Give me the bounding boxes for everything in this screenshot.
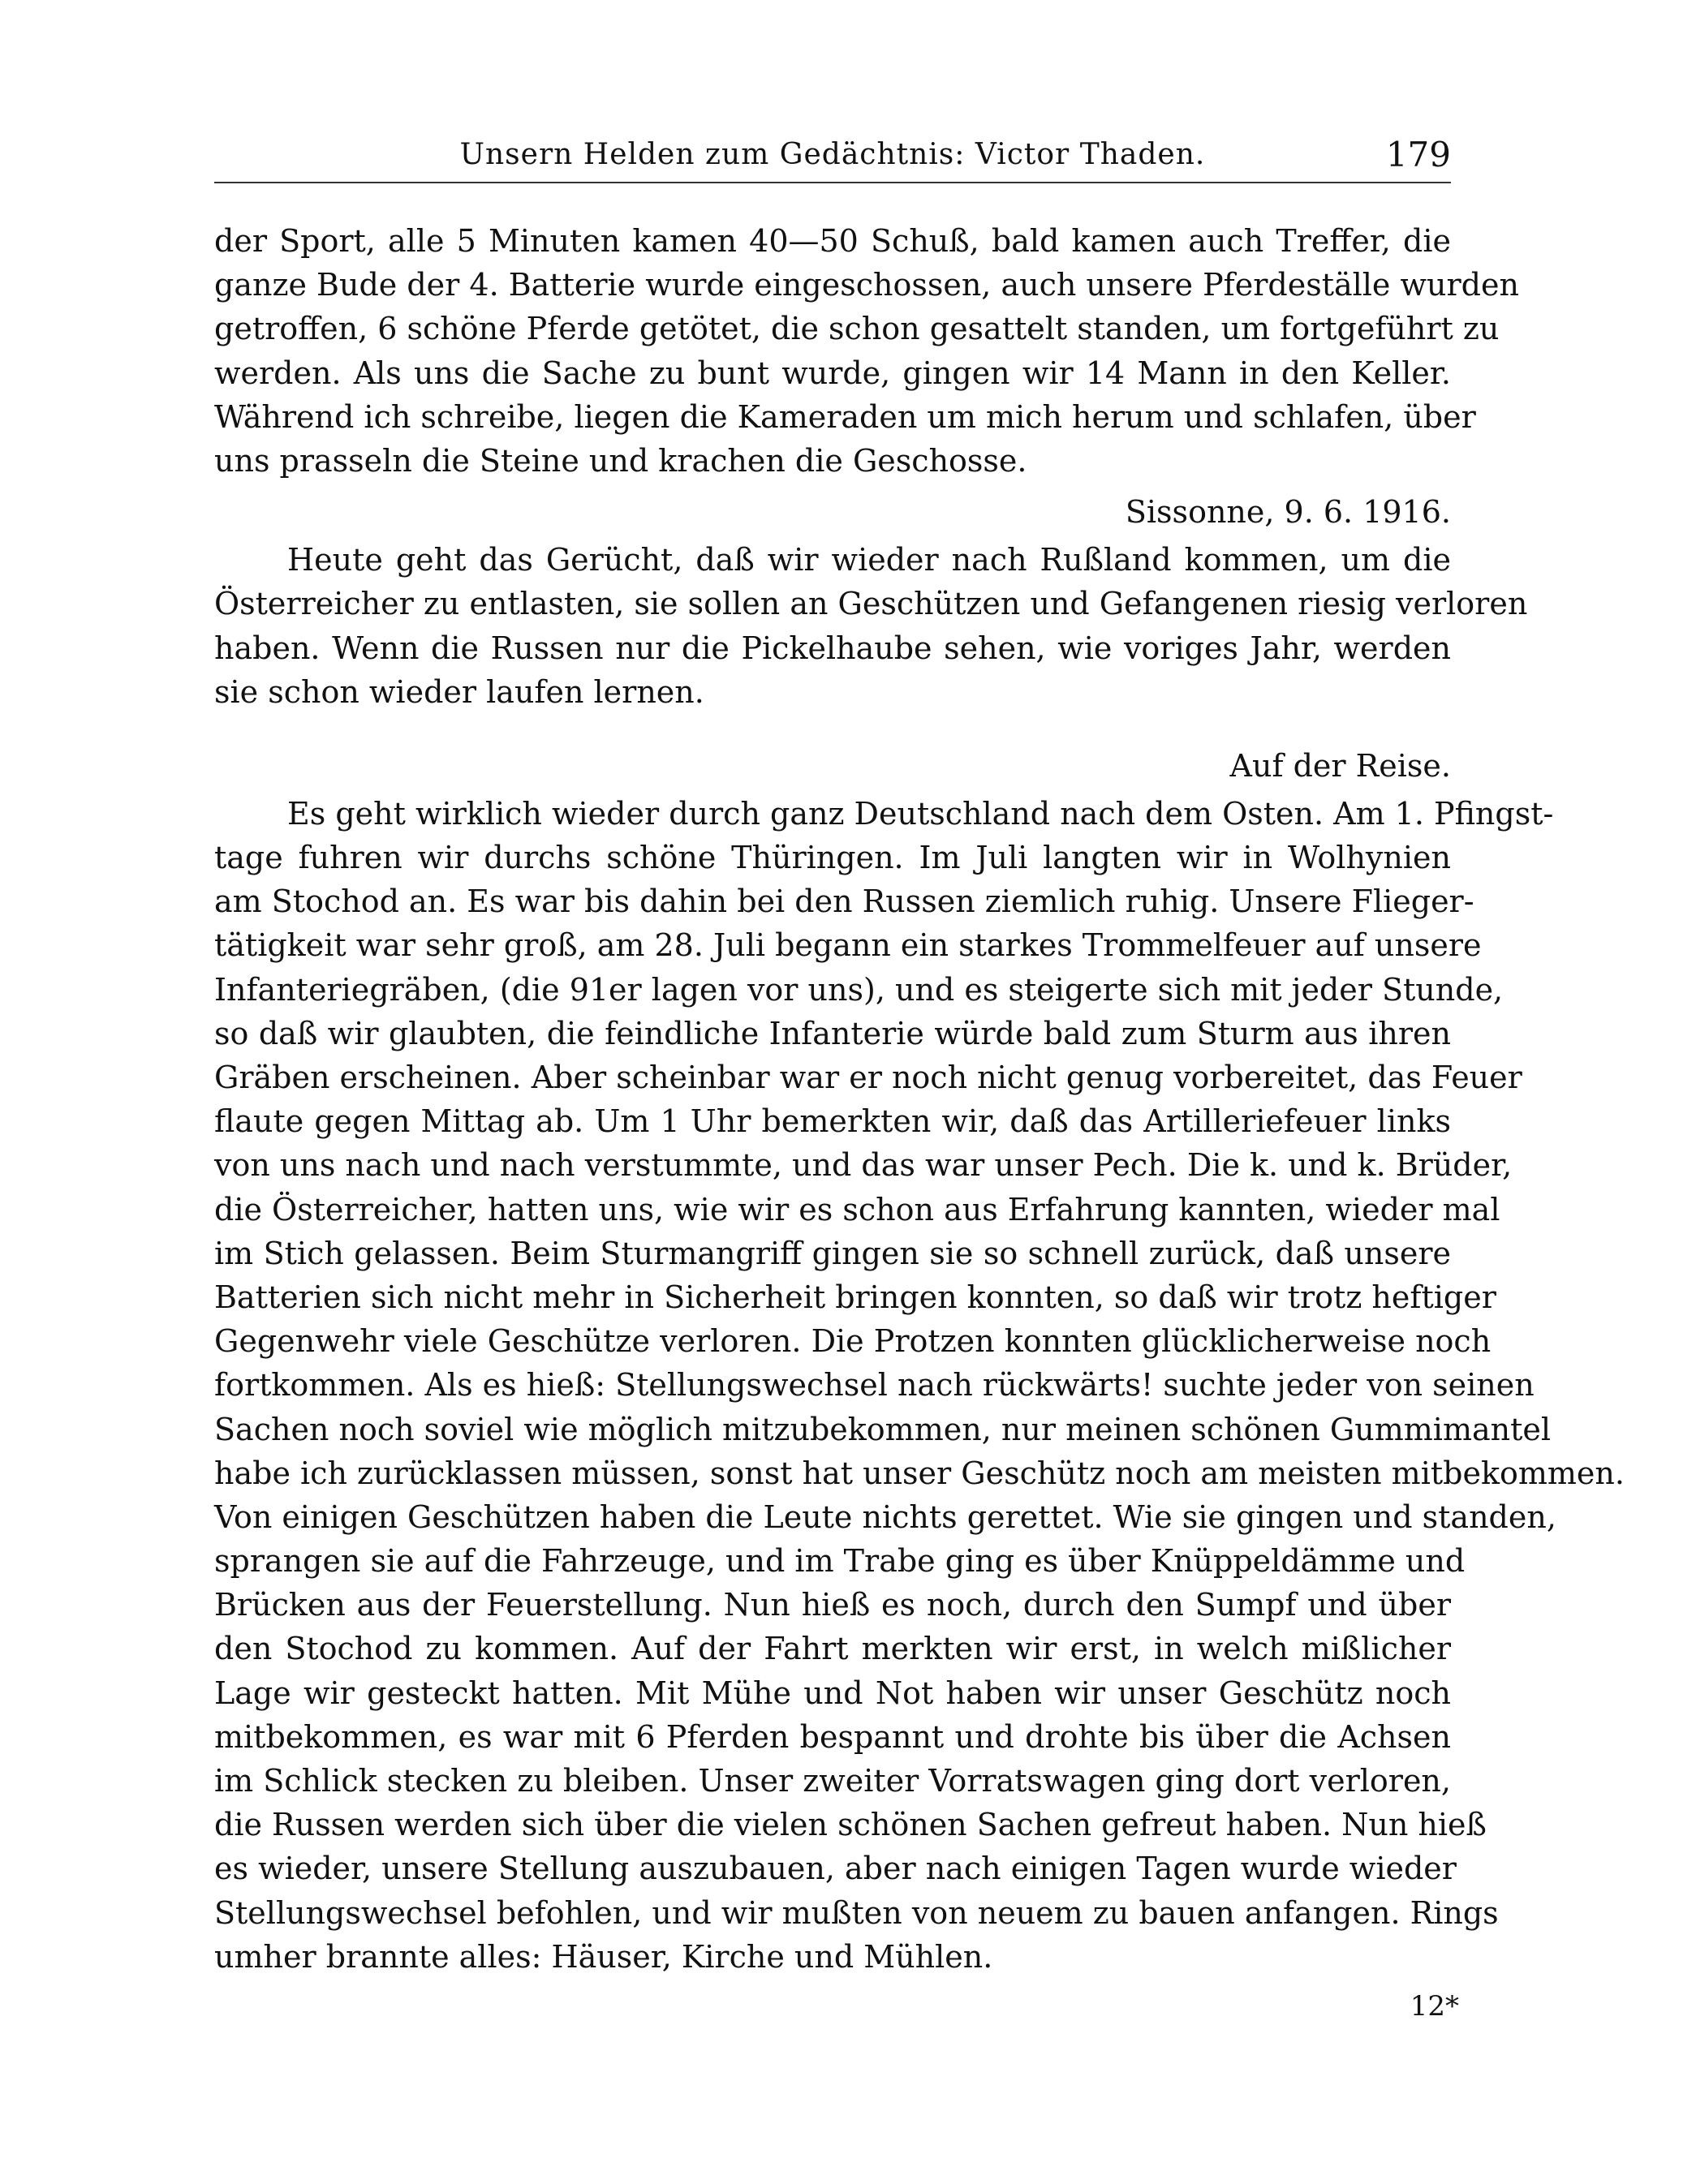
text-line: den Stochod zu kommen. Auf der Fahrt merkten wir erst, in welch mißlicher bbox=[214, 1631, 1451, 1667]
section-gap bbox=[214, 714, 1451, 737]
text-line: tätigkeit war sehr groß, am 28. Juli begann ein starkes Trommelfeuer auf unsere bbox=[214, 927, 1482, 964]
text-line: umher brannte alles: Häuser, Kirche und Mühlen. bbox=[214, 1938, 993, 1975]
text-line: habe ich zurücklassen müssen, sonst hat unser Geschütz noch am meisten mitbekommen. bbox=[214, 1455, 1625, 1491]
text-line: die Österreicher, hatten uns, wie wir es schon aus Erfahrung kannten, wieder mal bbox=[214, 1191, 1500, 1227]
paragraph-3 bbox=[214, 792, 1625, 1979]
text-line: Infanteriegräben, (die 91er lagen vor uns), und es steigerte sich mit jeder Stunde, bbox=[214, 971, 1504, 1008]
text-line: Sachen noch soviel wie möglich mitzubekommen, nur meinen schönen Gummimantel bbox=[214, 1411, 1552, 1447]
running-title: Unsern Helden zum Gedächtnis: Victor Thaden. bbox=[459, 138, 1206, 171]
text-line: im Stich gelassen. Beim Sturmangriff gingen sie so schnell zurück, daß unsere bbox=[214, 1235, 1451, 1271]
text-line: sie schon wieder laufen lernen. bbox=[214, 673, 704, 710]
text-line: Gegenwehr viele Geschütze verloren. Die Protzen konnten glücklicherweise noch bbox=[214, 1323, 1492, 1360]
text-line: werden. Als uns die Sache zu bunt wurde, gingen wir 14 Mann in den Keller. bbox=[214, 355, 1451, 391]
text-line: Österreicher zu entlasten, sie sollen an Geschützen und Gefangenen riesig verloren bbox=[214, 586, 1528, 622]
text-line: getroffen, 6 schöne Pferde getötet, die schon gesattelt standen, um fortgeführt zu bbox=[214, 311, 1500, 347]
text-line: Batterien sich nicht mehr in Sicherheit bringen konnten, so daß wir trotz heftiger bbox=[214, 1279, 1496, 1315]
text-line: mitbekommen, es war mit 6 Pferden bespannt und drohte bis über die Achsen bbox=[214, 1718, 1451, 1755]
text-line: fortkommen. Als es hieß: Stellungswechsel nach rückwärts! suchte jeder von seinen bbox=[214, 1367, 1535, 1404]
text-line: am Stochod an. Es war bis dahin bei den Russen ziemlich ruhig. Unsere Flieger- bbox=[214, 883, 1474, 920]
dateline-sissonne: Sissonne, 9. 6. 1916. bbox=[1125, 494, 1451, 531]
text-line: Während ich schreibe, liegen die Kameraden um mich herum und schlafen, über bbox=[214, 398, 1476, 435]
text-line: uns prasseln die Steine und krachen die Geschosse. bbox=[214, 442, 1027, 479]
text-line: von uns nach und nach verstummte, und das war unser Pech. Die k. und k. Brüder, bbox=[214, 1147, 1513, 1184]
text-line: Brücken aus der Feuerstellung. Nun hieß es noch, durch den Sumpf und über bbox=[214, 1587, 1451, 1623]
text-line: Es geht wirklich wieder durch ganz Deutschland nach dem Osten. Am 1. Pfingst- bbox=[287, 795, 1554, 832]
body-text bbox=[214, 219, 1625, 1979]
text-line: ganze Bude der 4. Batterie wurde eingeschossen, auch unsere Pferdeställe wurden bbox=[214, 267, 1519, 303]
signature-mark: 12* bbox=[1410, 1990, 1459, 2023]
text-line: Heute geht das Gerücht, daß wir wieder nach Rußland kommen, um die bbox=[287, 542, 1451, 578]
dateline-reise: Auf der Reise. bbox=[1229, 747, 1451, 784]
text-line: im Schlick stecken zu bleiben. Unser zweiter Vorratswagen ging dort verloren, bbox=[214, 1763, 1451, 1799]
running-head bbox=[214, 130, 1451, 183]
text-line: der Sport, alle 5 Minuten kamen 40—50 Schuß, bald kamen auch Treffer, die bbox=[214, 223, 1451, 259]
text-line: haben. Wenn die Russen nur die Pickelhaube sehen, wie voriges Jahr, werden bbox=[214, 630, 1451, 666]
paragraph-1 bbox=[214, 219, 1519, 483]
text-line: tage fuhren wir durchs schöne Thüringen. Im Juli langten wir in Wolhynien bbox=[214, 840, 1451, 876]
text-line: Von einigen Geschützen haben die Leute nichts gerettet. Wie sie gingen und standen, bbox=[214, 1498, 1556, 1535]
text-line: Stellungswechsel befohlen, und wir mußten von neuem zu bauen anfangen. Rings bbox=[214, 1894, 1499, 1931]
text-line: sprangen sie auf die Fahrzeuge, und im Trabe ging es über Knüppeldämme und bbox=[214, 1543, 1466, 1580]
paragraph-2 bbox=[214, 538, 1528, 714]
text-line: es wieder, unsere Stellung auszubauen, aber nach einigen Tagen wurde wieder bbox=[214, 1851, 1457, 1887]
text-line: Gräben erscheinen. Aber scheinbar war er noch nicht genug vorbereitet, das Feuer bbox=[214, 1060, 1522, 1095]
page-number: 179 bbox=[1385, 135, 1451, 174]
header-rule bbox=[214, 182, 1451, 183]
text-line: so daß wir glaubten, die feindliche Infanterie würde bald zum Sturm aus ihren bbox=[214, 1015, 1451, 1051]
text-line: die Russen werden sich über die vielen schönen Sachen gefreut haben. Nun hieß bbox=[214, 1807, 1487, 1843]
text-line: flaute gegen Mittag ab. Um 1 Uhr bemerkten wir, daß das Artilleriefeuer links bbox=[214, 1103, 1451, 1140]
text-line: Lage wir gesteckt hatten. Mit Mühe und Not haben wir unser Geschütz noch bbox=[214, 1675, 1451, 1711]
